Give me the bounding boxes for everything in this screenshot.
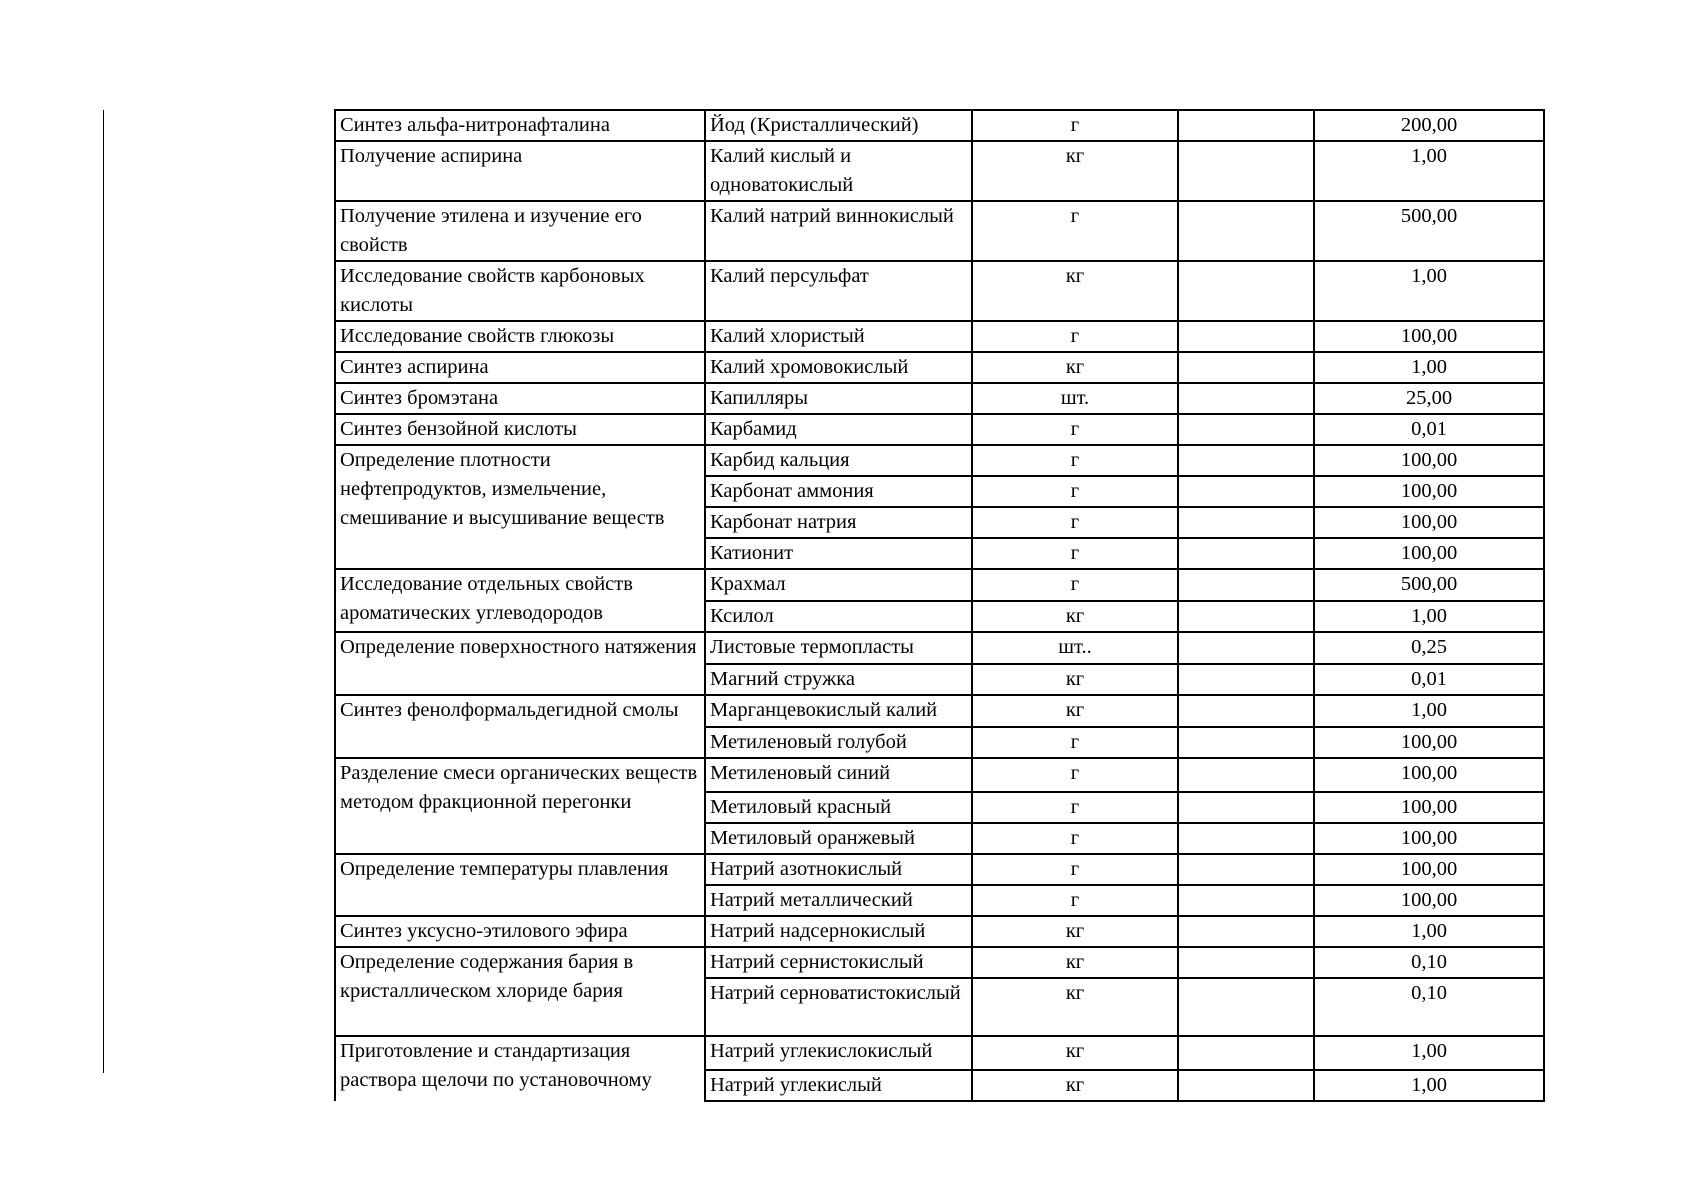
material-cell: Метиленовый синий	[705, 758, 972, 792]
material-cell: Катионит	[705, 538, 972, 569]
experiment-cell: Синтез бензойной кислоты	[335, 414, 705, 445]
empty-cell	[1178, 916, 1314, 947]
material-cell: Калий кислый и одноватокислый	[705, 141, 972, 201]
empty-cell	[1178, 141, 1314, 201]
unit-cell: г	[972, 823, 1178, 854]
material-cell: Карбид кальция	[705, 445, 972, 476]
unit-cell: г	[972, 792, 1178, 823]
quantity-cell: 0,01	[1314, 414, 1544, 445]
unit-cell: кг	[972, 352, 1178, 383]
experiment-cell: Определение плотности нефтепродуктов, измельчение, смешивание и высушивание веществ	[335, 445, 705, 569]
quantity-cell: 0,10	[1314, 947, 1544, 978]
table-row	[335, 261, 1544, 321]
experiment-cell: Исследование свойств глюкозы	[335, 321, 705, 352]
table-row	[335, 445, 1544, 476]
unit-cell: кг	[972, 1070, 1178, 1101]
quantity-cell: 25,00	[1314, 383, 1544, 414]
quantity-cell: 100,00	[1314, 538, 1544, 569]
unit-cell: кг	[972, 141, 1178, 201]
experiment-cell: Разделение смеси органических веществ методом фракционной перегонки	[335, 758, 705, 854]
unit-cell: г	[972, 569, 1178, 601]
empty-cell	[1178, 507, 1314, 538]
unit-cell: шт.	[972, 383, 1178, 414]
table-row	[335, 569, 1544, 601]
material-cell: Метиленовый голубой	[705, 727, 972, 758]
material-cell: Марганцевокислый калий	[705, 695, 972, 727]
quantity-cell: 0,10	[1314, 978, 1544, 1036]
experiment-cell: Получение аспирина	[335, 141, 705, 201]
experiment-cell: Определение температуры плавления	[335, 854, 705, 916]
table-row	[335, 141, 1544, 201]
unit-cell: г	[972, 758, 1178, 792]
empty-cell	[1178, 1070, 1314, 1101]
quantity-cell: 100,00	[1314, 885, 1544, 916]
experiment-cell: Исследование свойств карбоновых кислоты	[335, 261, 705, 321]
empty-cell	[1178, 758, 1314, 792]
quantity-cell: 100,00	[1314, 727, 1544, 758]
margin-line	[103, 110, 104, 1073]
empty-cell	[1178, 792, 1314, 823]
unit-cell: кг	[972, 947, 1178, 978]
empty-cell	[1178, 110, 1314, 141]
unit-cell: кг	[972, 664, 1178, 695]
material-cell: Натрий надсернокислый	[705, 916, 972, 947]
empty-cell	[1178, 201, 1314, 261]
material-cell: Ксилол	[705, 601, 972, 632]
experiment-cell: Синтез альфа-нитронафталина	[335, 110, 705, 141]
quantity-cell: 500,00	[1314, 201, 1544, 261]
quantity-cell: 1,00	[1314, 695, 1544, 727]
experiment-cell: Синтез аспирина	[335, 352, 705, 383]
material-cell: Карбамид	[705, 414, 972, 445]
empty-cell	[1178, 664, 1314, 695]
table-row	[335, 758, 1544, 792]
empty-cell	[1178, 261, 1314, 321]
empty-cell	[1178, 383, 1314, 414]
quantity-cell: 0,01	[1314, 664, 1544, 695]
unit-cell: г	[972, 538, 1178, 569]
empty-cell	[1178, 414, 1314, 445]
empty-cell	[1178, 1036, 1314, 1070]
empty-cell	[1178, 823, 1314, 854]
experiment-cell: Определение содержания бария в кристаллическом хлориде бария	[335, 947, 705, 1036]
materials-table	[334, 109, 1545, 1102]
quantity-cell: 1,00	[1314, 261, 1544, 321]
empty-cell	[1178, 601, 1314, 632]
material-cell: Калий натрий виннокислый	[705, 201, 972, 261]
table-row	[335, 352, 1544, 383]
material-cell: Калий хромовокислый	[705, 352, 972, 383]
unit-cell: кг	[972, 916, 1178, 947]
experiment-cell: Определение поверхностного натяжения	[335, 632, 705, 695]
table-row	[335, 383, 1544, 414]
material-cell: Магний стружка	[705, 664, 972, 695]
quantity-cell: 1,00	[1314, 141, 1544, 201]
material-cell: Натрий азотнокислый	[705, 854, 972, 885]
quantity-cell: 100,00	[1314, 854, 1544, 885]
material-cell: Капилляры	[705, 383, 972, 414]
quantity-cell: 100,00	[1314, 445, 1544, 476]
empty-cell	[1178, 321, 1314, 352]
empty-cell	[1178, 727, 1314, 758]
material-cell: Метиловый красный	[705, 792, 972, 823]
unit-cell: кг	[972, 978, 1178, 1036]
quantity-cell: 1,00	[1314, 601, 1544, 632]
quantity-cell: 1,00	[1314, 916, 1544, 947]
unit-cell: г	[972, 476, 1178, 507]
material-cell: Натрий металлический	[705, 885, 972, 916]
quantity-cell: 200,00	[1314, 110, 1544, 141]
unit-cell: г	[972, 727, 1178, 758]
unit-cell: г	[972, 110, 1178, 141]
empty-cell	[1178, 885, 1314, 916]
empty-cell	[1178, 978, 1314, 1036]
table-row	[335, 321, 1544, 352]
empty-cell	[1178, 569, 1314, 601]
quantity-cell: 100,00	[1314, 321, 1544, 352]
unit-cell: кг	[972, 261, 1178, 321]
quantity-cell: 500,00	[1314, 569, 1544, 601]
material-cell: Натрий сернистокислый	[705, 947, 972, 978]
experiment-cell: Синтез бромэтана	[335, 383, 705, 414]
quantity-cell: 100,00	[1314, 792, 1544, 823]
empty-cell	[1178, 538, 1314, 569]
quantity-cell: 100,00	[1314, 507, 1544, 538]
experiment-cell: Синтез фенолформальдегидной смолы	[335, 695, 705, 758]
quantity-cell: 1,00	[1314, 352, 1544, 383]
unit-cell: кг	[972, 695, 1178, 727]
quantity-cell: 100,00	[1314, 823, 1544, 854]
empty-cell	[1178, 476, 1314, 507]
material-cell: Натрий серноватистокислый	[705, 978, 972, 1036]
unit-cell: кг	[972, 601, 1178, 632]
empty-cell	[1178, 352, 1314, 383]
unit-cell: г	[972, 854, 1178, 885]
table-row	[335, 110, 1544, 141]
quantity-cell: 100,00	[1314, 476, 1544, 507]
experiment-cell: Синтез уксусно-этилового эфира	[335, 916, 705, 947]
material-cell: Натрий углекислокислый	[705, 1036, 972, 1070]
empty-cell	[1178, 947, 1314, 978]
quantity-cell: 0,25	[1314, 632, 1544, 664]
quantity-cell: 1,00	[1314, 1036, 1544, 1070]
material-cell: Крахмал	[705, 569, 972, 601]
material-cell: Калий хлористый	[705, 321, 972, 352]
unit-cell: г	[972, 414, 1178, 445]
material-cell: Калий персульфат	[705, 261, 972, 321]
table-row	[335, 1036, 1544, 1070]
table-row	[335, 632, 1544, 664]
unit-cell: г	[972, 885, 1178, 916]
empty-cell	[1178, 854, 1314, 885]
experiment-cell: Исследование отдельных свойств ароматических углеводородов	[335, 569, 705, 632]
experiment-cell: Получение этилена и изучение его свойств	[335, 201, 705, 261]
quantity-cell: 1,00	[1314, 1070, 1544, 1101]
material-cell: Йод (Кристаллический)	[705, 110, 972, 141]
material-cell: Метиловый оранжевый	[705, 823, 972, 854]
unit-cell: г	[972, 321, 1178, 352]
material-cell: Карбонат аммония	[705, 476, 972, 507]
material-cell: Натрий углекислый	[705, 1070, 972, 1101]
table-row	[335, 695, 1544, 727]
unit-cell: шт..	[972, 632, 1178, 664]
material-cell: Карбонат натрия	[705, 507, 972, 538]
material-cell: Листовые термопласты	[705, 632, 972, 664]
table-row	[335, 854, 1544, 885]
table-row	[335, 201, 1544, 261]
unit-cell: г	[972, 201, 1178, 261]
table-row	[335, 947, 1544, 978]
empty-cell	[1178, 632, 1314, 664]
unit-cell: кг	[972, 1036, 1178, 1070]
table-row	[335, 916, 1544, 947]
table-row	[335, 414, 1544, 445]
empty-cell	[1178, 445, 1314, 476]
unit-cell: г	[972, 445, 1178, 476]
quantity-cell: 100,00	[1314, 758, 1544, 792]
empty-cell	[1178, 695, 1314, 727]
experiment-cell: Приготовление и стандартизация раствора щелочи по установочному	[335, 1036, 705, 1101]
unit-cell: г	[972, 507, 1178, 538]
